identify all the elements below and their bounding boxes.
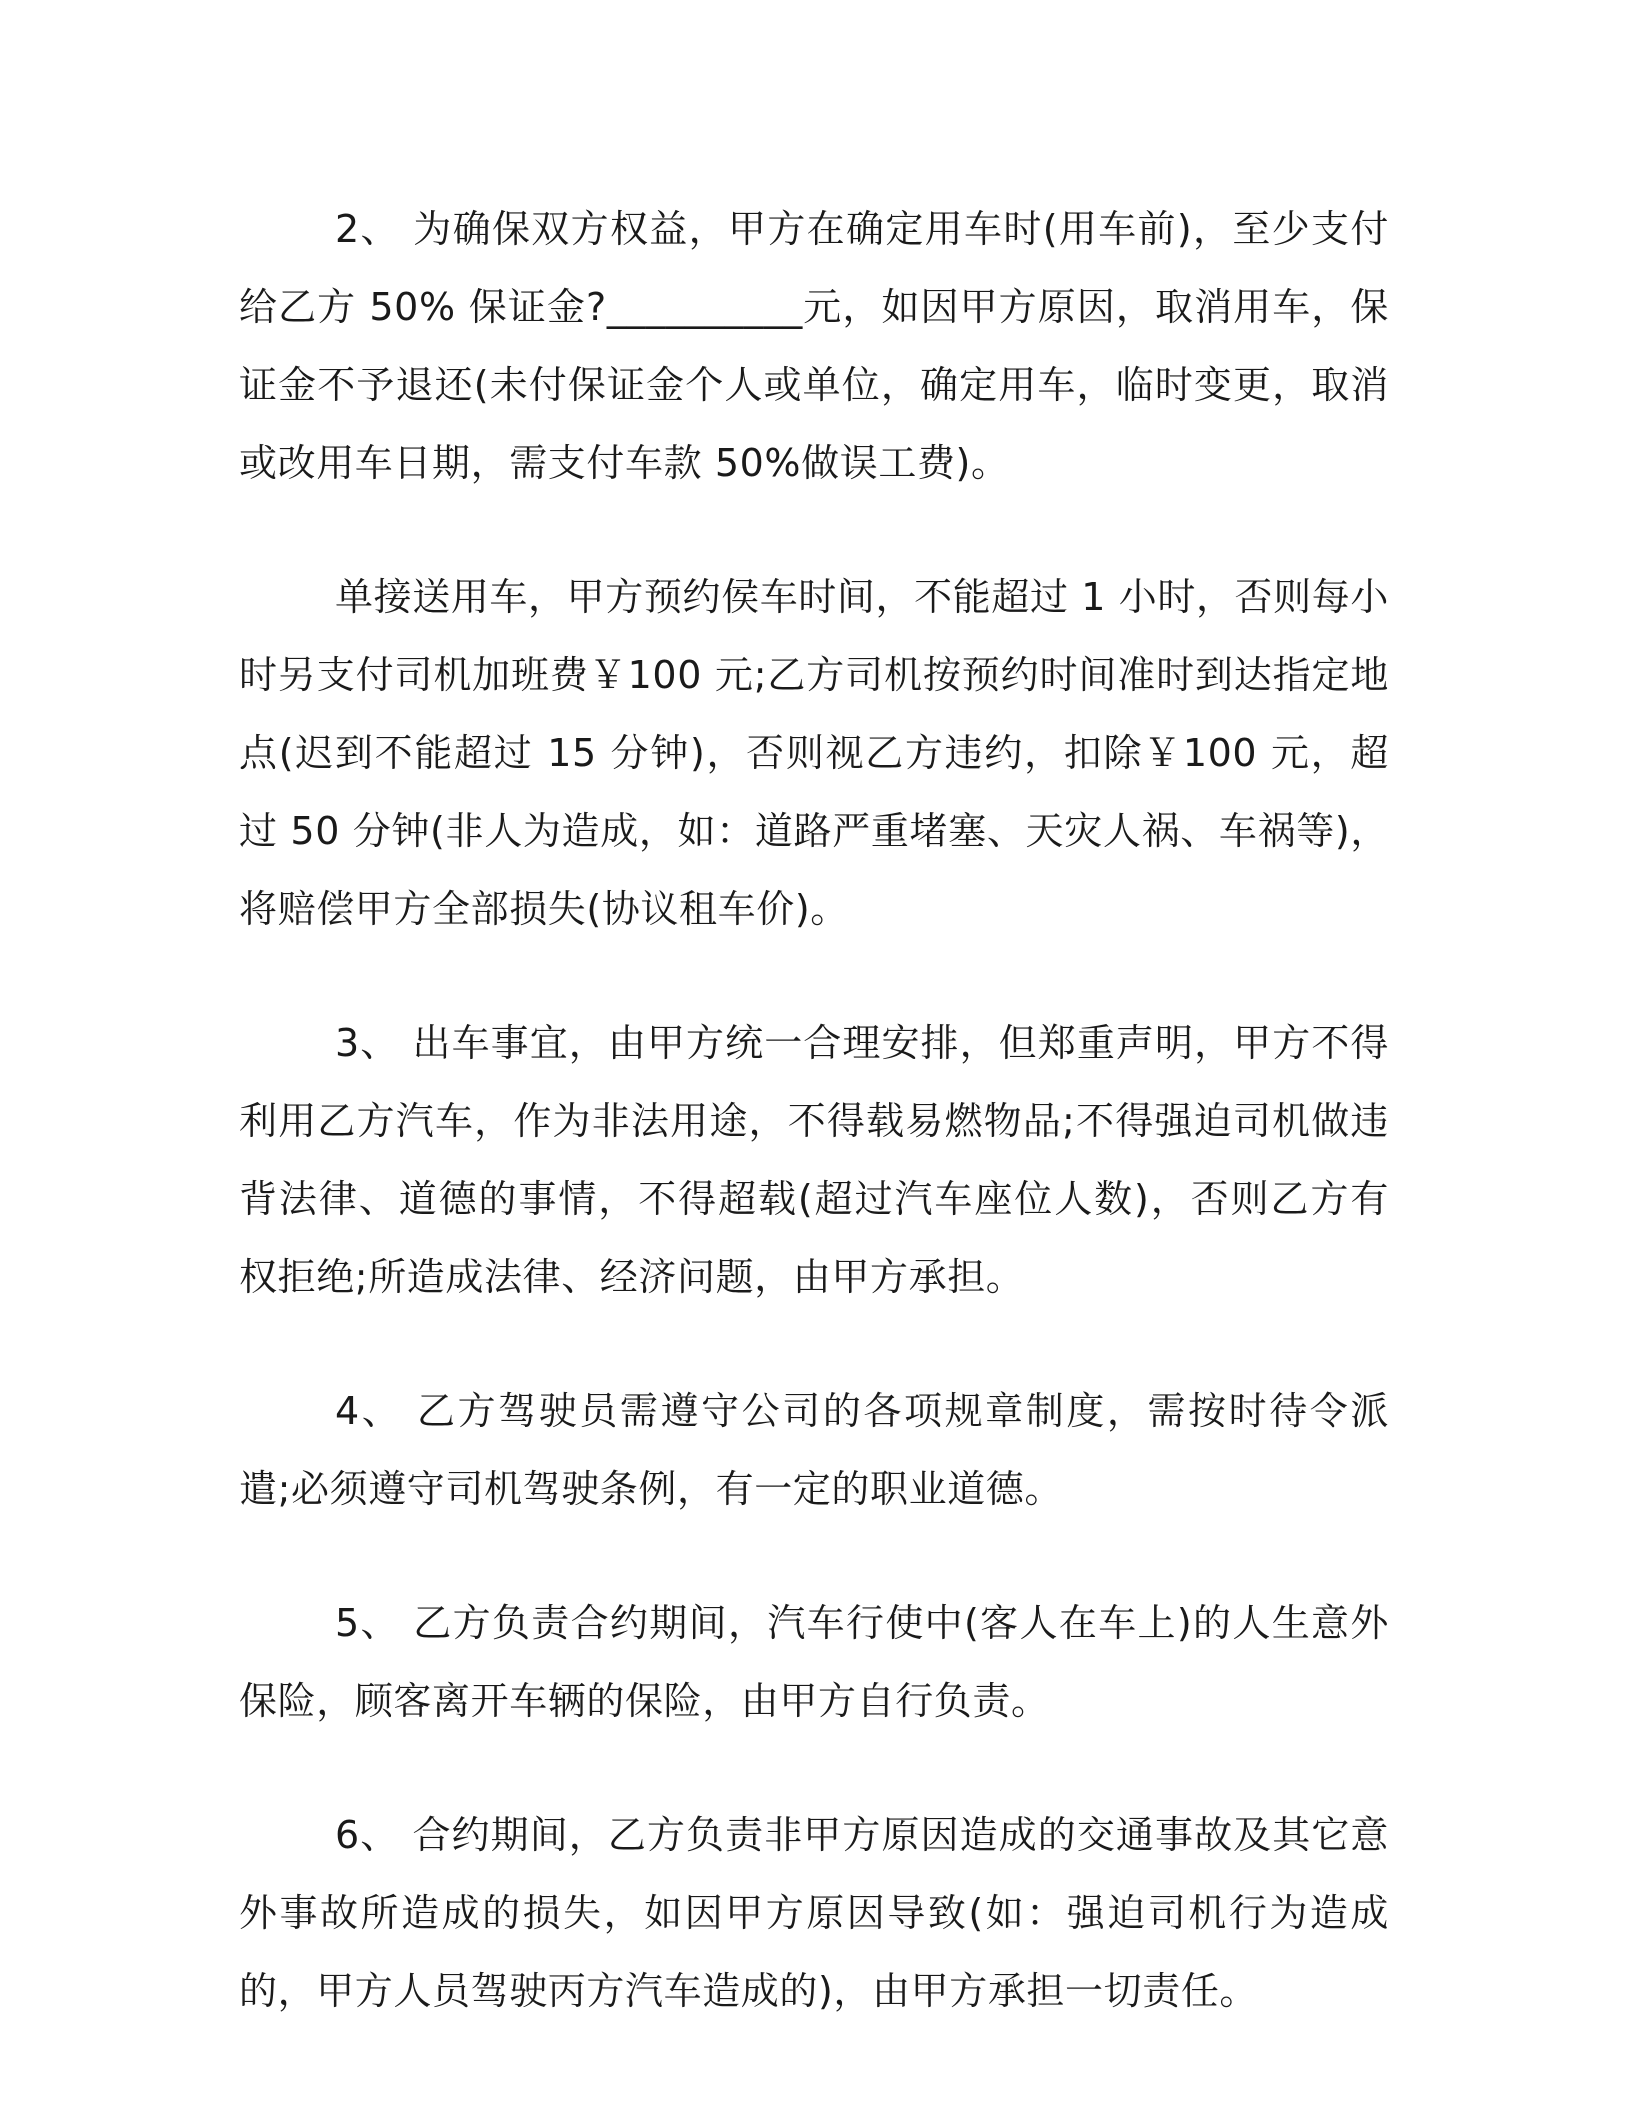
paragraph-clause-2: 2、 为确保双方权益，甲方在确定用车时(用车前)，至少支付给乙方 50% 保证金?__________元，如因甲方原因，取消用车，保证金不予退还(未付保证金个人或单位，确定用车，临时变更，取消或改用车日期，需支付车款 50%做误工费)。	[239, 207, 1389, 485]
paragraph-clause-5: 5、 乙方负责合约期间，汽车行使中(客人在车上)的人生意外保险，顾客离开车辆的保险，由甲方自行负责。	[239, 1601, 1389, 1723]
paragraph-clause-3: 3、 出车事宜，由甲方统一合理安排，但郑重声明，甲方不得利用乙方汽车，作为非法用途，不得载易燃物品;不得强迫司机做违背法律、道德的事情，不得超载(超过汽车座位人数)，否则乙方有权拒绝;所造成法律、经济问题，由甲方承担。	[239, 1021, 1389, 1299]
paragraph-clause-4: 4、 乙方驾驶员需遵守公司的各项规章制度，需按时待令派遣;必须遵守司机驾驶条例，有一定的职业道德。	[239, 1389, 1389, 1511]
paragraph-pickup-rules: 单接送用车，甲方预约侯车时间，不能超过 1 小时，否则每小时另支付司机加班费￥100 元;乙方司机按预约时间准时到达指定地点(迟到不能超过 15 分钟)，否则视乙方违约，扣除￥100 元，超过 50 分钟(非人为造成，如：道路严重堵塞、天灾人祸、车祸等)，将赔偿甲方全部损失(协议租车价)。	[239, 575, 1389, 931]
document-body	[239, 190, 1389, 2030]
paragraph-clause-6: 6、 合约期间，乙方负责非甲方原因造成的交通事故及其它意外事故所造成的损失，如因甲方原因导致(如：强迫司机行为造成的，甲方人员驾驶丙方汽车造成的)，由甲方承担一切责任。	[239, 1813, 1389, 2013]
